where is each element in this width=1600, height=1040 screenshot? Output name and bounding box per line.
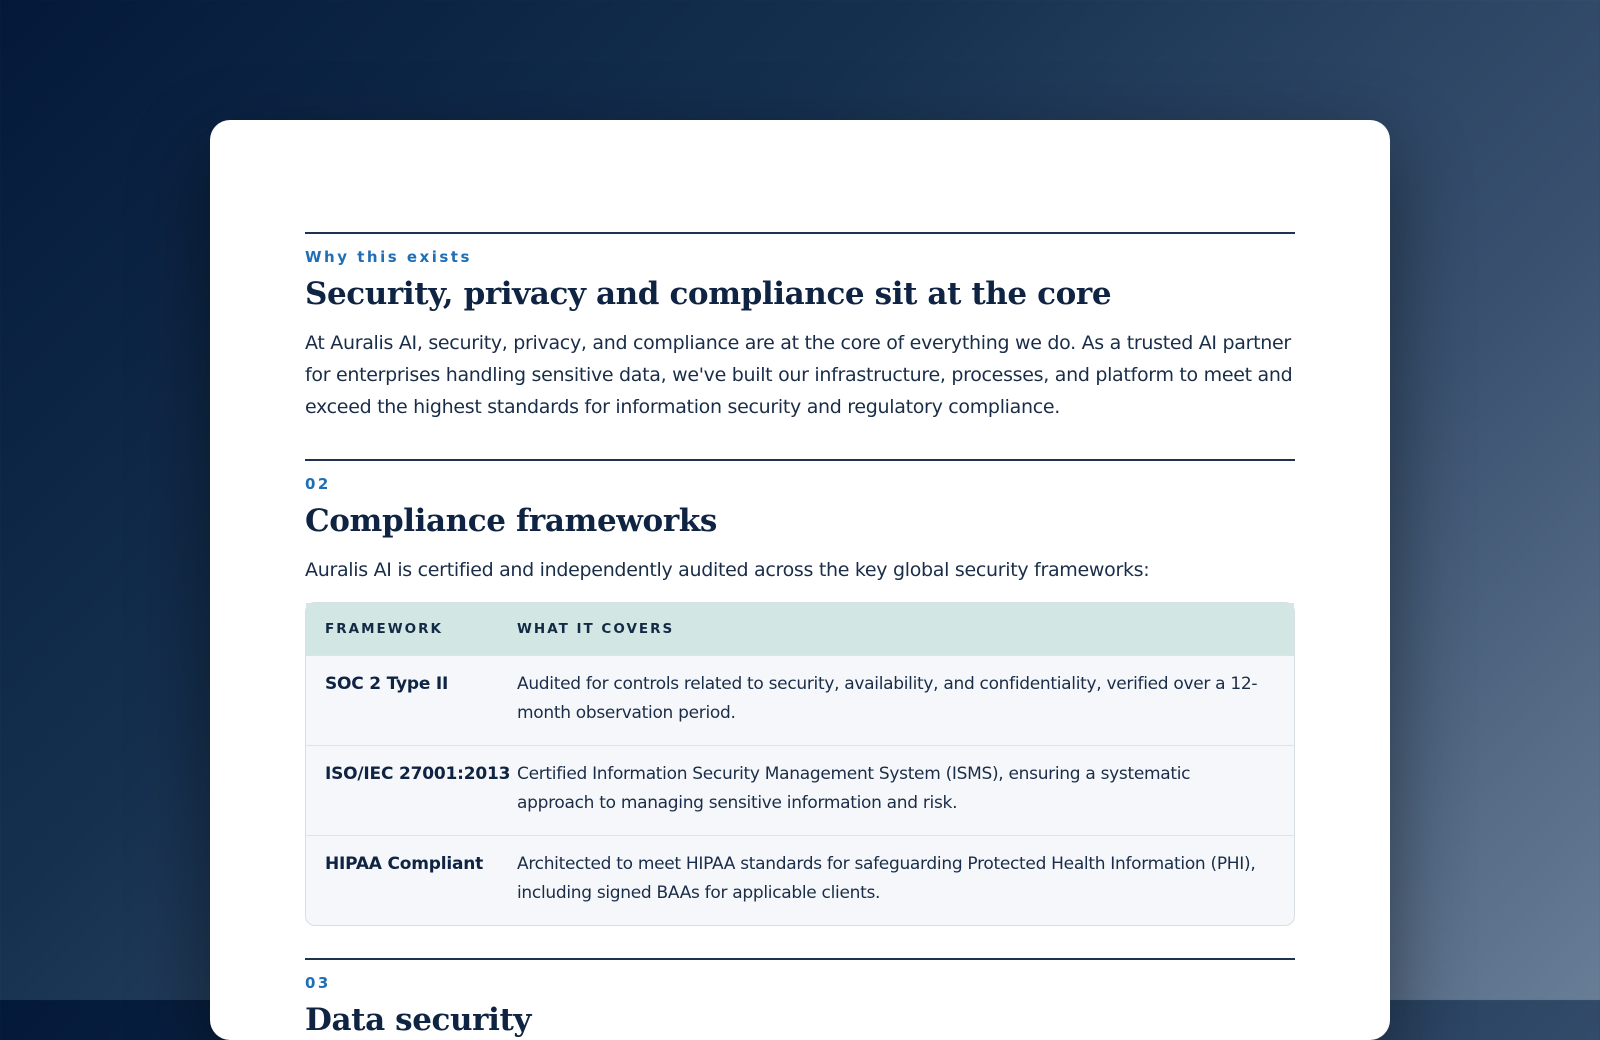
section-title: Data security (305, 1002, 531, 1038)
table-row (306, 655, 1294, 745)
framework-name: SOC 2 Type II (325, 674, 449, 694)
section-eyebrow: Why this exists (305, 248, 472, 266)
framework-name: HIPAA Compliant (325, 854, 484, 874)
column-header-framework: FRAMEWORK (325, 621, 443, 637)
table-row (306, 745, 1294, 835)
section-number: 03 (305, 974, 331, 992)
document-card (210, 120, 1390, 1040)
section-body: At Auralis AI, security, privacy, and compliance are at the core of everything we do. As a trusted AI partner for enterprises handling sensitive data, we've built our infrastructure, processes, and platform to meet and exceed the highest standards for information security and regulatory compliance. (305, 332, 1293, 418)
section-intro: Auralis AI is certified and independently audited across the key global security frameworks: (305, 559, 1150, 581)
document-content (305, 232, 1295, 1039)
framework-description: Architected to meet HIPAA standards for safeguarding Protected Health Information (PHI), including signed BAAs for applicable clients. (517, 854, 1256, 903)
section-compliance-frameworks (305, 459, 1295, 926)
framework-name: ISO/IEC 27001:2013 (325, 764, 511, 784)
table-row (306, 835, 1294, 925)
section-number: 02 (305, 475, 331, 493)
section-title: Compliance frameworks (305, 503, 717, 539)
section-why-this-exists (305, 232, 1295, 423)
table-header-row (306, 603, 1294, 655)
framework-description: Certified Information Security Management System (ISMS), ensuring a systematic approach to managing sensitive information and risk. (517, 764, 1191, 813)
section-data-security (305, 958, 1295, 1039)
framework-description: Audited for controls related to security, availability, and confidentiality, verified over a 12-month observation period. (517, 674, 1258, 723)
frameworks-table (305, 602, 1295, 926)
column-header-covers: WHAT IT COVERS (517, 621, 675, 637)
section-title: Security, privacy and compliance sit at the core (305, 276, 1112, 312)
